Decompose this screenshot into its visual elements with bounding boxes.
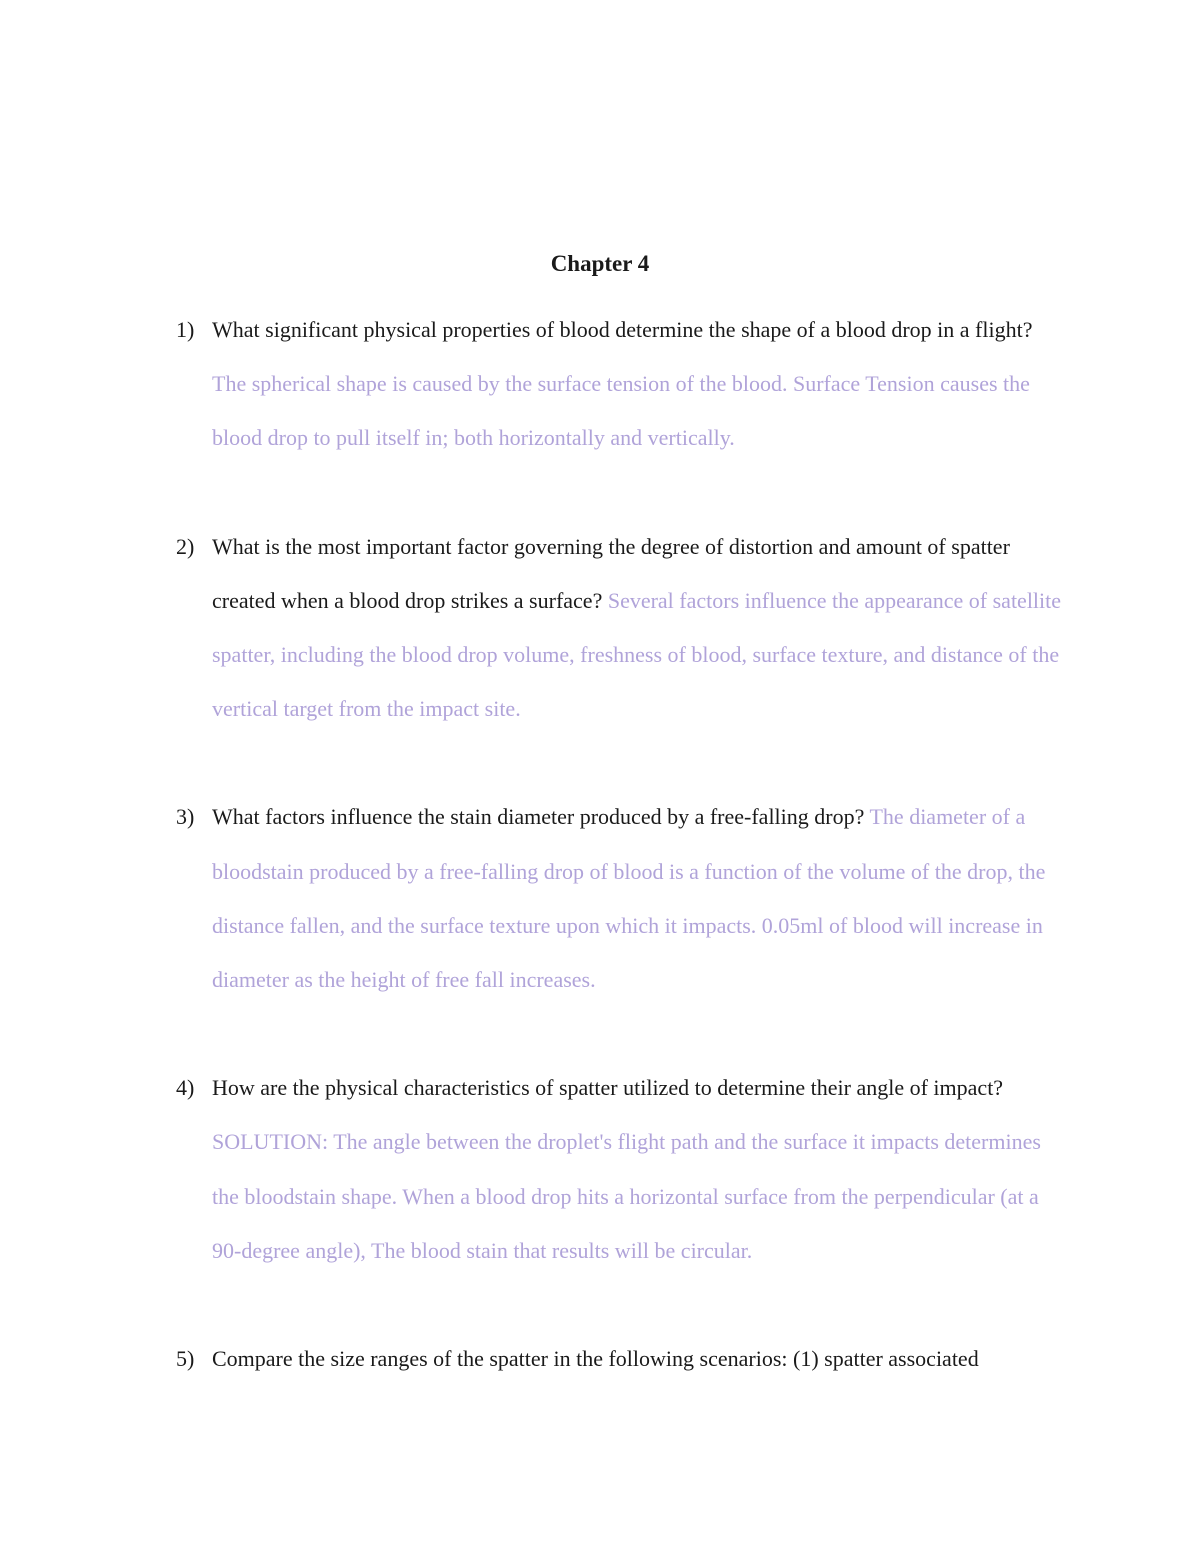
question-number: 1)	[176, 317, 195, 342]
question-item-4	[176, 1061, 1066, 1278]
question-item-2	[176, 520, 1066, 737]
question-text: How are the physical characteristics of spatter utilized to determine their angle of impact?	[212, 1075, 1004, 1101]
question-item-5	[176, 1332, 1066, 1386]
question-item-3	[176, 790, 1066, 1007]
answer-text: SOLUTION: The angle between the droplet's flight path and the surface it impacts determines the bloodstain shape. When a blood drop hits a horizontal surface from the perpendicular (at a 90-degree angle), The blood stain that results will be circular.	[212, 1129, 1041, 1263]
answer-text: Several factors influence the appearance of satellite spatter, including the blood drop volume, freshness of blood, surface texture, and distance of the vertical target from the impact site.	[212, 587, 1062, 722]
chapter-title: Chapter 4	[550, 251, 650, 276]
question-item-1	[176, 303, 1066, 466]
question-text: What is the most important factor governing the degree of distortion and amount of spatter created when a blood drop strikes a surface?	[212, 533, 1010, 613]
answer-text: The spherical shape is caused by the surface tension of the blood. Surface Tension causes the blood drop to pull itself in; both horizontally and vertically.	[212, 371, 1030, 451]
question-number: 2)	[176, 533, 195, 559]
question-text: What significant physical properties of blood determine the shape of a blood drop in a flight?	[212, 317, 1033, 342]
question-number: 4)	[176, 1075, 195, 1101]
question-text: What factors influence the stain diameter produced by a free-falling drop?	[212, 804, 865, 830]
question-number: 3)	[176, 804, 195, 830]
question-text: Compare the size ranges of the spatter in the following scenarios: (1) spatter associated	[212, 1346, 979, 1372]
question-list	[176, 303, 1066, 1440]
answer-text: The diameter of a bloodstain produced by a free-falling drop of blood is a function of the volume of the drop, the distance fallen, and the surface texture upon which it impacts. 0.05ml of blood will increase in diameter as the height of free fall increases.	[212, 804, 1046, 993]
question-number: 5)	[176, 1346, 195, 1372]
